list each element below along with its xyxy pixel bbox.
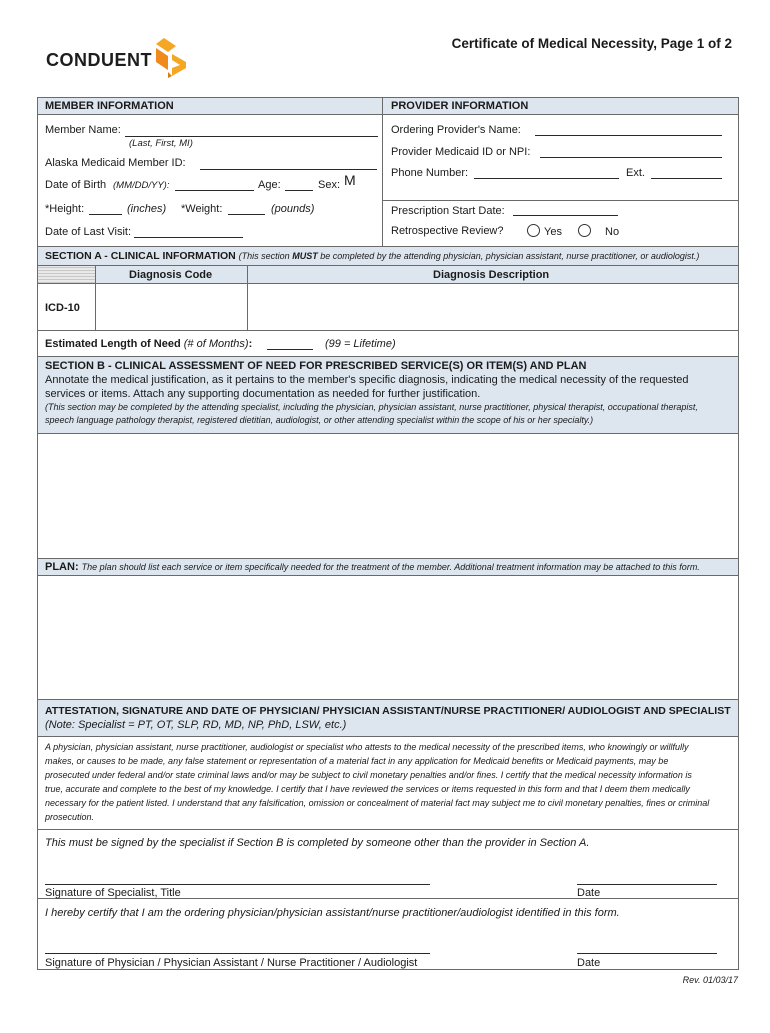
specialist-signature-label: Signature of Specialist, Title [45,887,181,899]
medical-necessity-form [37,97,739,1033]
certify-statement: I hereby certify that I am the ordering physician/physician assistant/nurse practitioner/audiologist identified in this form. [45,907,620,919]
revision-date: Rev. 01/03/17 [682,975,738,985]
plan-text-area[interactable] [38,576,738,698]
provider-npi-label: Provider Medicaid ID or NPI: [391,146,531,158]
age-label: Age: [258,179,281,191]
specialist-date-field[interactable] [577,884,717,885]
specialist-note: This must be signed by the specialist if Section B is completed by someone other than the provider in Section A. [45,837,590,849]
attestation-line-5: necessary for the patient listed. I understand that any falsification, omission or concealment of material fact may subject me to civil monetary penalties, fines or criminal [45,798,710,808]
icd-10-label: ICD-10 [45,302,80,314]
member-name-hint: (Last, First, MI) [129,138,193,149]
attestation-title: ATTESTATION, SIGNATURE AND DATE OF PHYSICIAN/ PHYSICIAN ASSISTANT/NURSE PRACTITIONER/ AUDIOLOGIST AND SPECIALIST [45,705,731,717]
attestation-line-3: prosecuted under federal and/or state criminal laws and/or may be subject to civil monetary penalties and/or fines. I certify that the medical necessity information is [45,770,692,780]
physician-date-field[interactable] [577,953,717,954]
section-a-heading [45,250,699,262]
no-label: No [605,226,620,238]
length-of-need-field[interactable] [267,349,313,350]
yes-label: Yes [544,226,562,238]
specialist-signature-field[interactable] [45,884,430,885]
weight-label: *Weight: [181,203,223,215]
conduent-logo-mark-icon [154,38,190,78]
medicaid-id-label: Alaska Medicaid Member ID: [45,157,186,169]
retro-no-option[interactable] [578,224,619,238]
ext-label: Ext. [626,167,645,179]
member-info-heading: MEMBER INFORMATION [45,100,174,112]
length-of-need: Estimated Length of Need (# of Months): [45,338,253,350]
dob-label: Date of Birth [45,179,107,191]
retro-review-label: Retrospective Review? [391,225,504,237]
phone-field[interactable] [474,178,619,179]
physician-date-label: Date [577,957,601,969]
logo-text: CONDUENT [46,50,152,70]
attestation-note: (Note: Specialist = PT, OT, SLP, RD, MD, NP, PhD, LSW, etc.) [45,719,347,731]
rx-start-label: Prescription Start Date: [391,205,505,217]
hatched-cell [38,266,95,283]
specialist-date-label: Date [577,887,601,899]
last-visit-field[interactable] [134,237,243,238]
height-label: *Height: [45,203,85,215]
conduent-logo [46,38,206,82]
ordering-provider-field[interactable] [535,135,722,136]
radio-no-icon[interactable] [578,224,591,237]
document-title: Certificate of Medical Necessity, Page 1 of 2 [451,36,732,51]
member-name-field[interactable] [125,136,378,137]
attestation-line-4: true, accurate and complete to the best of my knowledge. I certify that I have reviewed the services or items requested in this form and that I deem them medically [45,784,690,794]
rx-start-field[interactable] [513,215,618,216]
section-a-title: SECTION A - CLINICAL INFORMATION [45,250,236,262]
member-name-label: Member Name: [45,124,121,136]
diagnosis-description-field[interactable] [248,284,738,329]
weight-field[interactable] [228,214,265,215]
dob-hint: (MM/DD/YY): [113,180,170,191]
justification-text-area[interactable] [38,434,738,557]
age-field[interactable] [285,190,313,191]
provider-npi-field[interactable] [540,157,722,158]
section-b-line2: services or items. Attach any supporting documentation as needed for further justification. [45,388,481,400]
lifetime-note: (99 = Lifetime) [325,338,396,350]
section-b-note1: (This section may be completed by the attending specialist, including the physician, physician assistant, nurse practitioner, physical therapist, occupational therapist, [45,402,698,412]
retro-yes-option[interactable] [527,224,562,238]
attestation-line-6: prosecution. [45,812,95,822]
radio-yes-icon[interactable] [527,224,540,237]
section-b-title: SECTION B - CLINICAL ASSESSMENT OF NEED FOR PRESCRIBED SERVICE(S) OR ITEM(S) AND PLAN [45,360,587,372]
medicaid-id-field[interactable] [200,169,377,170]
height-field[interactable] [89,214,122,215]
height-unit: (inches) [127,203,167,215]
section-b-line1: Annotate the medical justification, as it pertains to the member's specific diagnosis, indicating the medical necessity of the requested [45,374,689,386]
last-visit-label: Date of Last Visit: [45,226,132,238]
diagnosis-description-header: Diagnosis Description [433,269,550,281]
sex-value[interactable]: M [344,172,356,188]
ext-field[interactable] [651,178,722,179]
attestation-line-2: makes, or causes to be made, any false statement or representation of a material fact in any application for Medicaid benefits or Medicaid payments, may be [45,756,669,766]
section-b-note2: speech language pathology therapist, registered dietitian, audiologist, or other attending specialist within the scope of his or her specialty.) [45,415,594,425]
provider-info-heading: PROVIDER INFORMATION [391,100,529,112]
physician-signature-field[interactable] [45,953,430,954]
dob-field[interactable] [175,190,254,191]
section-a-note: (This section MUST be completed by the attending physician, physician assistant, nurse practitioner, or audiologist.) [238,251,700,261]
diagnosis-code-header: Diagnosis Code [129,269,213,281]
physician-signature-label: Signature of Physician / Physician Assistant / Nurse Practitioner / Audiologist [45,957,418,969]
weight-unit: (pounds) [271,203,315,215]
sex-label: Sex: [318,179,341,191]
ordering-provider-label: Ordering Provider's Name: [391,124,521,136]
phone-label: Phone Number: [391,167,469,179]
attestation-line-1: A physician, physician assistant, nurse practitioner, audiologist or specialist who attests to the medical necessity of the prescribed items, who knowingly or willfully [45,742,689,752]
plan-heading: PLAN: The plan should list each service or item specifically needed for the treatment of the member. Additional treatment information may be attached to this form. [45,561,700,573]
diagnosis-code-field[interactable] [96,284,246,329]
